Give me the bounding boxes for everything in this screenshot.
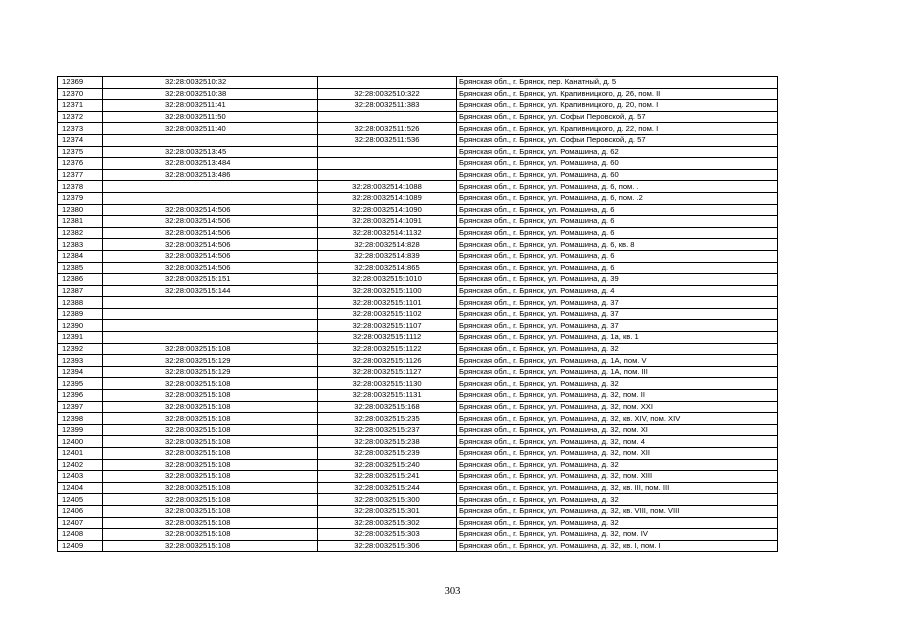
row-number-cell: 12376 (58, 158, 103, 170)
table-row (58, 111, 778, 123)
row-number-cell: 12394 (58, 366, 103, 378)
address-cell: Брянская обл., г. Брянск, ул. Ромашина, д. 32, пом. XI (457, 424, 778, 436)
address-cell: Брянская обл., г. Брянск, ул. Ромашина, д. 32 (457, 459, 778, 471)
parcel-cadastral-cell (103, 308, 318, 320)
parcel-cadastral-cell: 32:28:0032515:144 (103, 285, 318, 297)
row-number-cell: 12404 (58, 482, 103, 494)
row-number-cell: 12403 (58, 471, 103, 483)
table-row (58, 366, 778, 378)
object-cadastral-cell (318, 169, 457, 181)
table-row (58, 401, 778, 413)
row-number-cell: 12399 (58, 424, 103, 436)
table-row (58, 529, 778, 541)
parcel-cadastral-cell (103, 297, 318, 309)
row-number-cell: 12405 (58, 494, 103, 506)
parcel-cadastral-cell: 32:28:0032513:484 (103, 158, 318, 170)
address-cell: Брянская обл., г. Брянск, ул. Ромашина, д. 32, кв. VIII, пом. VIII (457, 505, 778, 517)
address-cell: Брянская обл., г. Брянск, ул. Софьи Перовской, д. 57 (457, 111, 778, 123)
address-cell: Брянская обл., г. Брянск, ул. Ромашина, д. 32 (457, 517, 778, 529)
address-cell: Брянская обл., г. Брянск, ул. Ромашина, д. 6 (457, 216, 778, 228)
parcel-cadastral-cell: 32:28:0032515:108 (103, 378, 318, 390)
address-cell: Брянская обл., г. Брянск, ул. Ромашина, д. 60 (457, 169, 778, 181)
parcel-cadastral-cell: 32:28:0032515:108 (103, 529, 318, 541)
object-cadastral-cell: 32:28:0032514:1090 (318, 204, 457, 216)
object-cadastral-cell: 32:28:0032511:383 (318, 100, 457, 112)
object-cadastral-cell: 32:28:0032515:1107 (318, 320, 457, 332)
table-row (58, 285, 778, 297)
address-cell: Брянская обл., г. Брянск, ул. Ромашина, д. 6 (457, 204, 778, 216)
table-row (58, 216, 778, 228)
object-cadastral-cell: 32:28:0032514:828 (318, 239, 457, 251)
object-cadastral-cell: 32:28:0032515:239 (318, 448, 457, 460)
object-cadastral-cell: 32:28:0032515:1131 (318, 390, 457, 402)
table-row (58, 505, 778, 517)
parcel-cadastral-cell: 32:28:0032514:506 (103, 239, 318, 251)
parcel-cadastral-cell: 32:28:0032515:108 (103, 436, 318, 448)
row-number-cell: 12400 (58, 436, 103, 448)
object-cadastral-cell: 32:28:0032514:1088 (318, 181, 457, 193)
parcel-cadastral-cell (103, 181, 318, 193)
address-cell: Брянская обл., г. Брянск, ул. Крапивницкого, д. 20, пом. I (457, 100, 778, 112)
parcel-cadastral-cell: 32:28:0032515:129 (103, 366, 318, 378)
object-cadastral-cell: 32:28:0032515:1112 (318, 332, 457, 344)
row-number-cell: 12378 (58, 181, 103, 193)
table-row (58, 459, 778, 471)
object-cadastral-cell: 32:28:0032515:240 (318, 459, 457, 471)
address-cell: Брянская обл., г. Брянск, ул. Ромашина, д. 32, пом. IV (457, 529, 778, 541)
address-cell: Брянская обл., г. Брянск, ул. Ромашина, д. 6 (457, 262, 778, 274)
row-number-cell: 12402 (58, 459, 103, 471)
object-cadastral-cell: 32:28:0032515:238 (318, 436, 457, 448)
table-row (58, 274, 778, 286)
registry-table (57, 76, 778, 552)
address-cell: Брянская обл., г. Брянск, ул. Ромашина, д. 37 (457, 297, 778, 309)
table-row (58, 250, 778, 262)
table-row (58, 227, 778, 239)
parcel-cadastral-cell: 32:28:0032514:506 (103, 227, 318, 239)
table-row (58, 332, 778, 344)
parcel-cadastral-cell: 32:28:0032514:506 (103, 262, 318, 274)
object-cadastral-cell: 32:28:0032515:235 (318, 413, 457, 425)
address-cell: Брянская обл., г. Брянск, ул. Ромашина, д. 32, пом. II (457, 390, 778, 402)
parcel-cadastral-cell: 32:28:0032515:108 (103, 459, 318, 471)
table-row (58, 262, 778, 274)
object-cadastral-cell: 32:28:0032515:1126 (318, 355, 457, 367)
address-cell: Брянская обл., г. Брянск, ул. Ромашина, д. 1А, пом. III (457, 366, 778, 378)
page-number: 303 (444, 586, 461, 597)
address-cell: Брянская обл., г. Брянск, ул. Крапивницкого, д. 26, пом. II (457, 88, 778, 100)
row-number-cell: 12375 (58, 146, 103, 158)
row-number-cell: 12409 (58, 540, 103, 552)
object-cadastral-cell: 32:28:0032510:322 (318, 88, 457, 100)
row-number-cell: 12381 (58, 216, 103, 228)
row-number-cell: 12373 (58, 123, 103, 135)
address-cell: Брянская обл., г. Брянск, ул. Ромашина, д. 6, кв. 8 (457, 239, 778, 251)
object-cadastral-cell: 32:28:0032515:1101 (318, 297, 457, 309)
row-number-cell: 12371 (58, 100, 103, 112)
parcel-cadastral-cell: 32:28:0032511:41 (103, 100, 318, 112)
table-row (58, 494, 778, 506)
parcel-cadastral-cell: 32:28:0032515:108 (103, 424, 318, 436)
address-cell: Брянская обл., г. Брянск, ул. Софьи Перовской, д. 57 (457, 134, 778, 146)
object-cadastral-cell: 32:28:0032515:237 (318, 424, 457, 436)
table-row (58, 297, 778, 309)
row-number-cell: 12408 (58, 529, 103, 541)
row-number-cell: 12396 (58, 390, 103, 402)
address-cell: Брянская обл., г. Брянск, ул. Ромашина, д. 32 (457, 343, 778, 355)
table-row (58, 88, 778, 100)
parcel-cadastral-cell: 32:28:0032515:108 (103, 517, 318, 529)
object-cadastral-cell: 32:28:0032514:1089 (318, 192, 457, 204)
parcel-cadastral-cell: 32:28:0032514:506 (103, 216, 318, 228)
object-cadastral-cell: 32:28:0032515:1100 (318, 285, 457, 297)
object-cadastral-cell: 32:28:0032515:1127 (318, 366, 457, 378)
object-cadastral-cell: 32:28:0032515:244 (318, 482, 457, 494)
address-cell: Брянская обл., г. Брянск, ул. Ромашина, д. 32 (457, 378, 778, 390)
object-cadastral-cell: 32:28:0032515:168 (318, 401, 457, 413)
parcel-cadastral-cell (103, 332, 318, 344)
parcel-cadastral-cell: 32:28:0032515:108 (103, 413, 318, 425)
row-number-cell: 12370 (58, 88, 103, 100)
parcel-cadastral-cell: 32:28:0032513:45 (103, 146, 318, 158)
object-cadastral-cell: 32:28:0032514:1091 (318, 216, 457, 228)
parcel-cadastral-cell: 32:28:0032515:108 (103, 471, 318, 483)
table-row (58, 482, 778, 494)
object-cadastral-cell (318, 146, 457, 158)
address-cell: Брянская обл., г. Брянск, ул. Ромашина, д. 32, пом. XXI (457, 401, 778, 413)
table-row (58, 448, 778, 460)
row-number-cell: 12401 (58, 448, 103, 460)
object-cadastral-cell: 32:28:0032515:300 (318, 494, 457, 506)
table-row (58, 181, 778, 193)
address-cell: Брянская обл., г. Брянск, ул. Крапивницкого, д. 22, пом. I (457, 123, 778, 135)
address-cell: Брянская обл., г. Брянск, ул. Ромашина, д. 6 (457, 227, 778, 239)
parcel-cadastral-cell: 32:28:0032515:151 (103, 274, 318, 286)
row-number-cell: 12384 (58, 250, 103, 262)
row-number-cell: 12383 (58, 239, 103, 251)
table-row (58, 424, 778, 436)
object-cadastral-cell: 32:28:0032514:1132 (318, 227, 457, 239)
address-cell: Брянская обл., г. Брянск, ул. Ромашина, д. 32, кв. III, пом. III (457, 482, 778, 494)
table-row (58, 378, 778, 390)
object-cadastral-cell (318, 111, 457, 123)
parcel-cadastral-cell (103, 320, 318, 332)
address-cell: Брянская обл., г. Брянск, ул. Ромашина, д. 32, кв. XIV, пом. XIV (457, 413, 778, 425)
table-row (58, 308, 778, 320)
row-number-cell: 12374 (58, 134, 103, 146)
parcel-cadastral-cell: 32:28:0032515:108 (103, 494, 318, 506)
address-cell: Брянская обл., г. Брянск, ул. Ромашина, д. 32, пом. XII (457, 448, 778, 460)
object-cadastral-cell: 32:28:0032515:1122 (318, 343, 457, 355)
object-cadastral-cell: 32:28:0032515:1130 (318, 378, 457, 390)
table-row (58, 77, 778, 89)
parcel-cadastral-cell: 32:28:0032514:506 (103, 204, 318, 216)
object-cadastral-cell: 32:28:0032515:303 (318, 529, 457, 541)
object-cadastral-cell: 32:28:0032515:306 (318, 540, 457, 552)
parcel-cadastral-cell: 32:28:0032510:32 (103, 77, 318, 89)
parcel-cadastral-cell: 32:28:0032511:40 (103, 123, 318, 135)
parcel-cadastral-cell: 32:28:0032515:108 (103, 505, 318, 517)
parcel-cadastral-cell: 32:28:0032515:108 (103, 401, 318, 413)
address-cell: Брянская обл., г. Брянск, ул. Ромашина, д. 39 (457, 274, 778, 286)
address-cell: Брянская обл., г. Брянск, ул. Ромашина, д. 32, пом. 4 (457, 436, 778, 448)
row-number-cell: 12369 (58, 77, 103, 89)
row-number-cell: 12390 (58, 320, 103, 332)
address-cell: Брянская обл., г. Брянск, ул. Ромашина, д. 37 (457, 308, 778, 320)
table-row (58, 204, 778, 216)
parcel-cadastral-cell: 32:28:0032515:108 (103, 540, 318, 552)
table-row (58, 343, 778, 355)
address-cell: Брянская обл., г. Брянск, ул. Ромашина, д. 37 (457, 320, 778, 332)
row-number-cell: 12407 (58, 517, 103, 529)
address-cell: Брянская обл., г. Брянск, ул. Ромашина, д. 6, пом. . (457, 181, 778, 193)
row-number-cell: 12387 (58, 285, 103, 297)
row-number-cell: 12406 (58, 505, 103, 517)
address-cell: Брянская обл., г. Брянск, пер. Канатный, д. 5 (457, 77, 778, 89)
row-number-cell: 12393 (58, 355, 103, 367)
row-number-cell: 12397 (58, 401, 103, 413)
object-cadastral-cell: 32:28:0032515:301 (318, 505, 457, 517)
row-number-cell: 12380 (58, 204, 103, 216)
parcel-cadastral-cell: 32:28:0032513:486 (103, 169, 318, 181)
table-row (58, 355, 778, 367)
row-number-cell: 12388 (58, 297, 103, 309)
address-cell: Брянская обл., г. Брянск, ул. Ромашина, д. 32 (457, 494, 778, 506)
address-cell: Брянская обл., г. Брянск, ул. Ромашина, д. 1А, пом. V (457, 355, 778, 367)
object-cadastral-cell: 32:28:0032515:302 (318, 517, 457, 529)
address-cell: Брянская обл., г. Брянск, ул. Ромашина, д. 60 (457, 158, 778, 170)
address-cell: Брянская обл., г. Брянск, ул. Ромашина, д. 1а, кв. 1 (457, 332, 778, 344)
parcel-cadastral-cell: 32:28:0032510:38 (103, 88, 318, 100)
row-number-cell: 12377 (58, 169, 103, 181)
table-row (58, 239, 778, 251)
parcel-cadastral-cell: 32:28:0032511:50 (103, 111, 318, 123)
object-cadastral-cell: 32:28:0032511:526 (318, 123, 457, 135)
table-row (58, 123, 778, 135)
table-row (58, 436, 778, 448)
object-cadastral-cell: 32:28:0032514:865 (318, 262, 457, 274)
row-number-cell: 12389 (58, 308, 103, 320)
row-number-cell: 12391 (58, 332, 103, 344)
parcel-cadastral-cell: 32:28:0032515:108 (103, 343, 318, 355)
address-cell: Брянская обл., г. Брянск, ул. Ромашина, д. 32, пом. XIII (457, 471, 778, 483)
parcel-cadastral-cell: 32:28:0032515:129 (103, 355, 318, 367)
address-cell: Брянская обл., г. Брянск, ул. Ромашина, д. 6 (457, 250, 778, 262)
parcel-cadastral-cell: 32:28:0032514:506 (103, 250, 318, 262)
row-number-cell: 12379 (58, 192, 103, 204)
table-row (58, 134, 778, 146)
object-cadastral-cell: 32:28:0032514:839 (318, 250, 457, 262)
row-number-cell: 12395 (58, 378, 103, 390)
row-number-cell: 12398 (58, 413, 103, 425)
parcel-cadastral-cell: 32:28:0032515:108 (103, 448, 318, 460)
table-row (58, 517, 778, 529)
table-row (58, 192, 778, 204)
object-cadastral-cell: 32:28:0032515:241 (318, 471, 457, 483)
row-number-cell: 12386 (58, 274, 103, 286)
object-cadastral-cell: 32:28:0032515:1010 (318, 274, 457, 286)
object-cadastral-cell: 32:28:0032511:536 (318, 134, 457, 146)
object-cadastral-cell (318, 158, 457, 170)
table-row (58, 320, 778, 332)
parcel-cadastral-cell (103, 134, 318, 146)
table-row (58, 471, 778, 483)
table-row (58, 169, 778, 181)
address-cell: Брянская обл., г. Брянск, ул. Ромашина, д. 62 (457, 146, 778, 158)
table-row (58, 146, 778, 158)
address-cell: Брянская обл., г. Брянск, ул. Ромашина, д. 6, пом. .2 (457, 192, 778, 204)
parcel-cadastral-cell: 32:28:0032515:108 (103, 390, 318, 402)
row-number-cell: 12385 (58, 262, 103, 274)
address-cell: Брянская обл., г. Брянск, ул. Ромашина, д. 32, кв. I, пом. I (457, 540, 778, 552)
object-cadastral-cell: 32:28:0032515:1102 (318, 308, 457, 320)
table-row (58, 100, 778, 112)
object-cadastral-cell (318, 77, 457, 89)
row-number-cell: 12382 (58, 227, 103, 239)
row-number-cell: 12372 (58, 111, 103, 123)
table-row (58, 540, 778, 552)
row-number-cell: 12392 (58, 343, 103, 355)
registry-table-body (58, 77, 778, 552)
table-row (58, 390, 778, 402)
parcel-cadastral-cell: 32:28:0032515:108 (103, 482, 318, 494)
address-cell: Брянская обл., г. Брянск, ул. Ромашина, д. 4 (457, 285, 778, 297)
table-row (58, 158, 778, 170)
parcel-cadastral-cell (103, 192, 318, 204)
table-row (58, 413, 778, 425)
